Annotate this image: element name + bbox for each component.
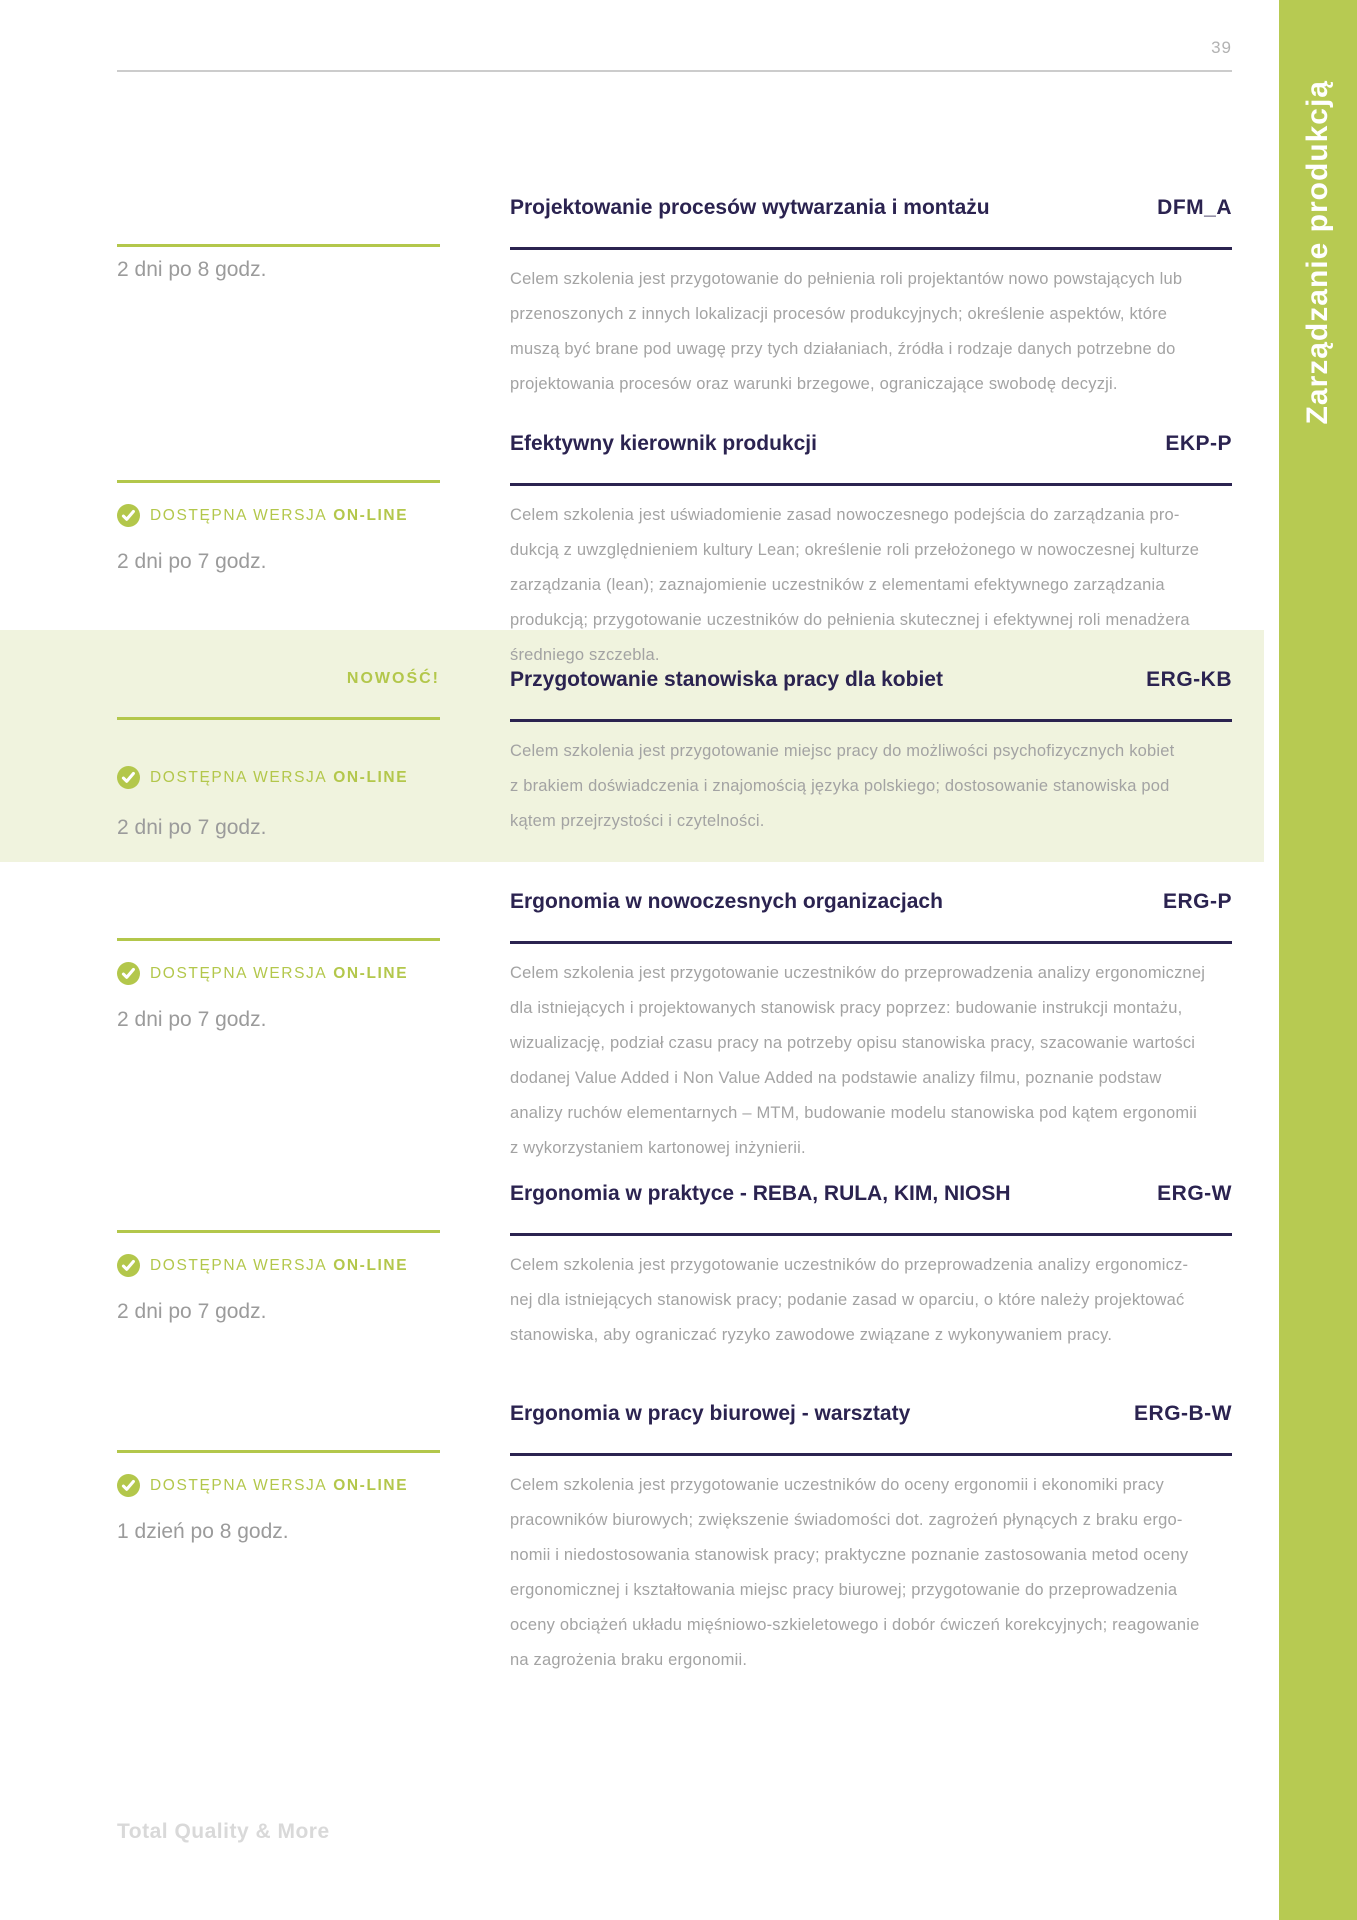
online-available-row bbox=[117, 504, 408, 527]
course-title: Ergonomia w nowoczesnych organizacjach bbox=[510, 890, 943, 913]
course-code: ERG-W bbox=[1157, 1182, 1232, 1205]
course-title: Ergonomia w pracy biurowej - warsztaty bbox=[510, 1402, 911, 1425]
online-available-bold: ON-LINE bbox=[333, 506, 409, 524]
title-underline bbox=[510, 1233, 1232, 1236]
left-separator-line bbox=[117, 1230, 440, 1233]
page-number: 39 bbox=[1211, 38, 1232, 57]
course-title-row bbox=[510, 196, 1232, 220]
online-available-prefix: DOSTĘPNA WERSJA bbox=[150, 1256, 328, 1274]
check-circle-icon bbox=[117, 1254, 140, 1277]
description-line: przenoszonych z innych lokalizacji procesów produkcyjnych; określenie aspektów, które bbox=[510, 305, 1168, 323]
description-line: zarządzania (lean); zaznajomienie uczestników z elementami efektywnego zarządzania bbox=[510, 576, 1165, 594]
description-line: dla istniejących i projektowanych stanowisk pracy poprzez: budowanie instrukcji montażu, bbox=[510, 999, 1183, 1017]
left-separator-line bbox=[117, 938, 440, 941]
description-line: z wykorzystaniem kartonowej inżynierii. bbox=[510, 1139, 806, 1157]
online-available-bold: ON-LINE bbox=[333, 768, 409, 786]
description-line: średniego szczebla. bbox=[510, 646, 660, 664]
course-title: Efektywny kierownik produkcji bbox=[510, 432, 817, 455]
online-available-row bbox=[117, 1474, 408, 1497]
course-title-row bbox=[510, 432, 1232, 456]
description-line: pracowników biurowych; zwiększenie świadomości dot. zagrożeń płynących z braku ergo- bbox=[510, 1511, 1183, 1529]
check-circle-icon bbox=[117, 766, 140, 789]
check-circle-icon bbox=[117, 962, 140, 985]
left-separator-line bbox=[117, 480, 440, 483]
description-line: ergonomicznej i kształtowania miejsc pracy biurowej; przygotowanie do przeprowadzenia bbox=[510, 1581, 1178, 1599]
description-line: oceny obciążeń układu mięśniowo-szkieletowego i dobór ćwiczeń korekcyjnych; reagowanie bbox=[510, 1616, 1200, 1634]
course-duration: 2 dni po 8 godz. bbox=[117, 258, 267, 281]
new-badge: NOWOŚĆ! bbox=[346, 670, 440, 687]
left-separator-line bbox=[117, 244, 440, 247]
title-underline bbox=[510, 719, 1232, 722]
course-code: EKP-P bbox=[1165, 432, 1232, 455]
online-available-row bbox=[117, 766, 408, 789]
online-available-label bbox=[150, 1257, 408, 1275]
online-available-prefix: DOSTĘPNA WERSJA bbox=[150, 1476, 328, 1494]
description-line: Celem szkolenia jest uświadomienie zasad nowoczesnego podejścia do zarządzania pro- bbox=[510, 506, 1180, 524]
left-separator-line bbox=[117, 1450, 440, 1453]
course-description bbox=[510, 1248, 1232, 1353]
course-duration: 1 dzień po 8 godz. bbox=[117, 1520, 289, 1543]
course-title-row bbox=[510, 1402, 1232, 1426]
online-available-prefix: DOSTĘPNA WERSJA bbox=[150, 768, 328, 786]
description-line: z brakiem doświadczenia i znajomością języka polskiego; dostosowanie stanowiska pod bbox=[510, 777, 1170, 795]
description-line: nomii i niedostosowania stanowisk pracy; praktyczne poznanie zastosowania metod oceny bbox=[510, 1546, 1189, 1564]
description-line: Celem szkolenia jest przygotowanie do pełnienia roli projektantów nowo powstających lub bbox=[510, 270, 1183, 288]
title-underline bbox=[510, 1453, 1232, 1456]
online-available-label bbox=[150, 1477, 408, 1495]
course-description bbox=[510, 498, 1232, 673]
footer-brand: Total Quality & More bbox=[117, 1820, 330, 1843]
description-line: Celem szkolenia jest przygotowanie uczestników do oceny ergonomii i ekonomiki pracy bbox=[510, 1476, 1164, 1494]
online-available-row bbox=[117, 962, 408, 985]
course-description bbox=[510, 262, 1232, 402]
course-title: Przygotowanie stanowiska pracy dla kobiet bbox=[510, 668, 943, 691]
title-underline bbox=[510, 483, 1232, 486]
course-code: ERG-KB bbox=[1146, 668, 1232, 691]
description-line: analizy ruchów elementarnych – MTM, budowanie modelu stanowiska pod kątem ergonomii bbox=[510, 1104, 1198, 1122]
category-sidebar bbox=[1279, 0, 1357, 1920]
online-available-bold: ON-LINE bbox=[333, 1256, 409, 1274]
online-available-label bbox=[150, 769, 408, 787]
description-line: nej dla istniejących stanowisk pracy; podanie zasad w oparciu, o które należy projektować bbox=[510, 1291, 1185, 1309]
course-duration: 2 dni po 7 godz. bbox=[117, 1300, 267, 1323]
online-available-label bbox=[150, 965, 408, 983]
description-line: dukcją z uwzględnieniem kultury Lean; określenie roli przełożonego w nowoczesnej kulturze bbox=[510, 541, 1200, 559]
course-title: Ergonomia w praktyce - REBA, RULA, KIM, NIOSH bbox=[510, 1182, 1011, 1205]
check-circle-icon bbox=[117, 1474, 140, 1497]
course-code: DFM_A bbox=[1157, 196, 1232, 219]
course-description bbox=[510, 956, 1232, 1166]
online-available-prefix: DOSTĘPNA WERSJA bbox=[150, 964, 328, 982]
course-description bbox=[510, 1468, 1232, 1678]
course-title-row bbox=[510, 890, 1232, 914]
left-separator-line bbox=[117, 717, 440, 720]
category-sidebar-label: Zarządzanie produkcją bbox=[1301, 80, 1334, 425]
description-line: stanowiska, aby ograniczać ryzyko zawodowe związane z wykonywaniem pracy. bbox=[510, 1326, 1113, 1344]
course-duration: 2 dni po 7 godz. bbox=[117, 1008, 267, 1031]
description-line: produkcją; przygotowanie uczestników do pełnienia skutecznej i efektywnej roli menadżera bbox=[510, 611, 1190, 629]
check-circle-icon bbox=[117, 504, 140, 527]
title-underline bbox=[510, 247, 1232, 250]
course-title: Projektowanie procesów wytwarzania i montażu bbox=[510, 196, 990, 219]
header-rule bbox=[117, 70, 1232, 72]
description-line: na zagrożenia braku ergonomii. bbox=[510, 1651, 748, 1669]
description-line: Celem szkolenia jest przygotowanie uczestników do przeprowadzenia analizy ergonomicznej bbox=[510, 964, 1206, 982]
category-sidebar-inner bbox=[1279, 80, 1357, 424]
course-duration: 2 dni po 7 godz. bbox=[117, 816, 267, 839]
title-underline bbox=[510, 941, 1232, 944]
description-line: wizualizację, podział czasu pracy na potrzeby opisu stanowiska pracy, szacowanie wartości bbox=[510, 1034, 1196, 1052]
description-line: Celem szkolenia jest przygotowanie uczestników do przeprowadzenia analizy ergonomicz- bbox=[510, 1256, 1189, 1274]
description-line: dodanej Value Added i Non Value Added na podstawie analizy filmu, poznanie podstaw bbox=[510, 1069, 1162, 1087]
description-line: projektowania procesów oraz warunki brzegowe, ograniczające swobodę decyzji. bbox=[510, 375, 1118, 393]
description-line: Celem szkolenia jest przygotowanie miejsc pracy do możliwości psychofizycznych kobiet bbox=[510, 742, 1175, 760]
description-line: muszą być brane pod uwagę przy tych działaniach, źródła i rodzaje danych potrzebne do bbox=[510, 340, 1176, 358]
course-title-row bbox=[510, 668, 1232, 692]
course-code: ERG-B-W bbox=[1134, 1402, 1232, 1425]
course-code: ERG-P bbox=[1162, 890, 1232, 913]
online-available-label bbox=[150, 507, 408, 525]
course-title-row bbox=[510, 1182, 1232, 1206]
online-available-row bbox=[117, 1254, 408, 1277]
online-available-prefix: DOSTĘPNA WERSJA bbox=[150, 506, 328, 524]
online-available-bold: ON-LINE bbox=[333, 1476, 409, 1494]
online-available-bold: ON-LINE bbox=[333, 964, 409, 982]
course-duration: 2 dni po 7 godz. bbox=[117, 550, 267, 573]
description-line: kątem przejrzystości i czytelności. bbox=[510, 812, 765, 830]
course-description bbox=[510, 734, 1232, 839]
